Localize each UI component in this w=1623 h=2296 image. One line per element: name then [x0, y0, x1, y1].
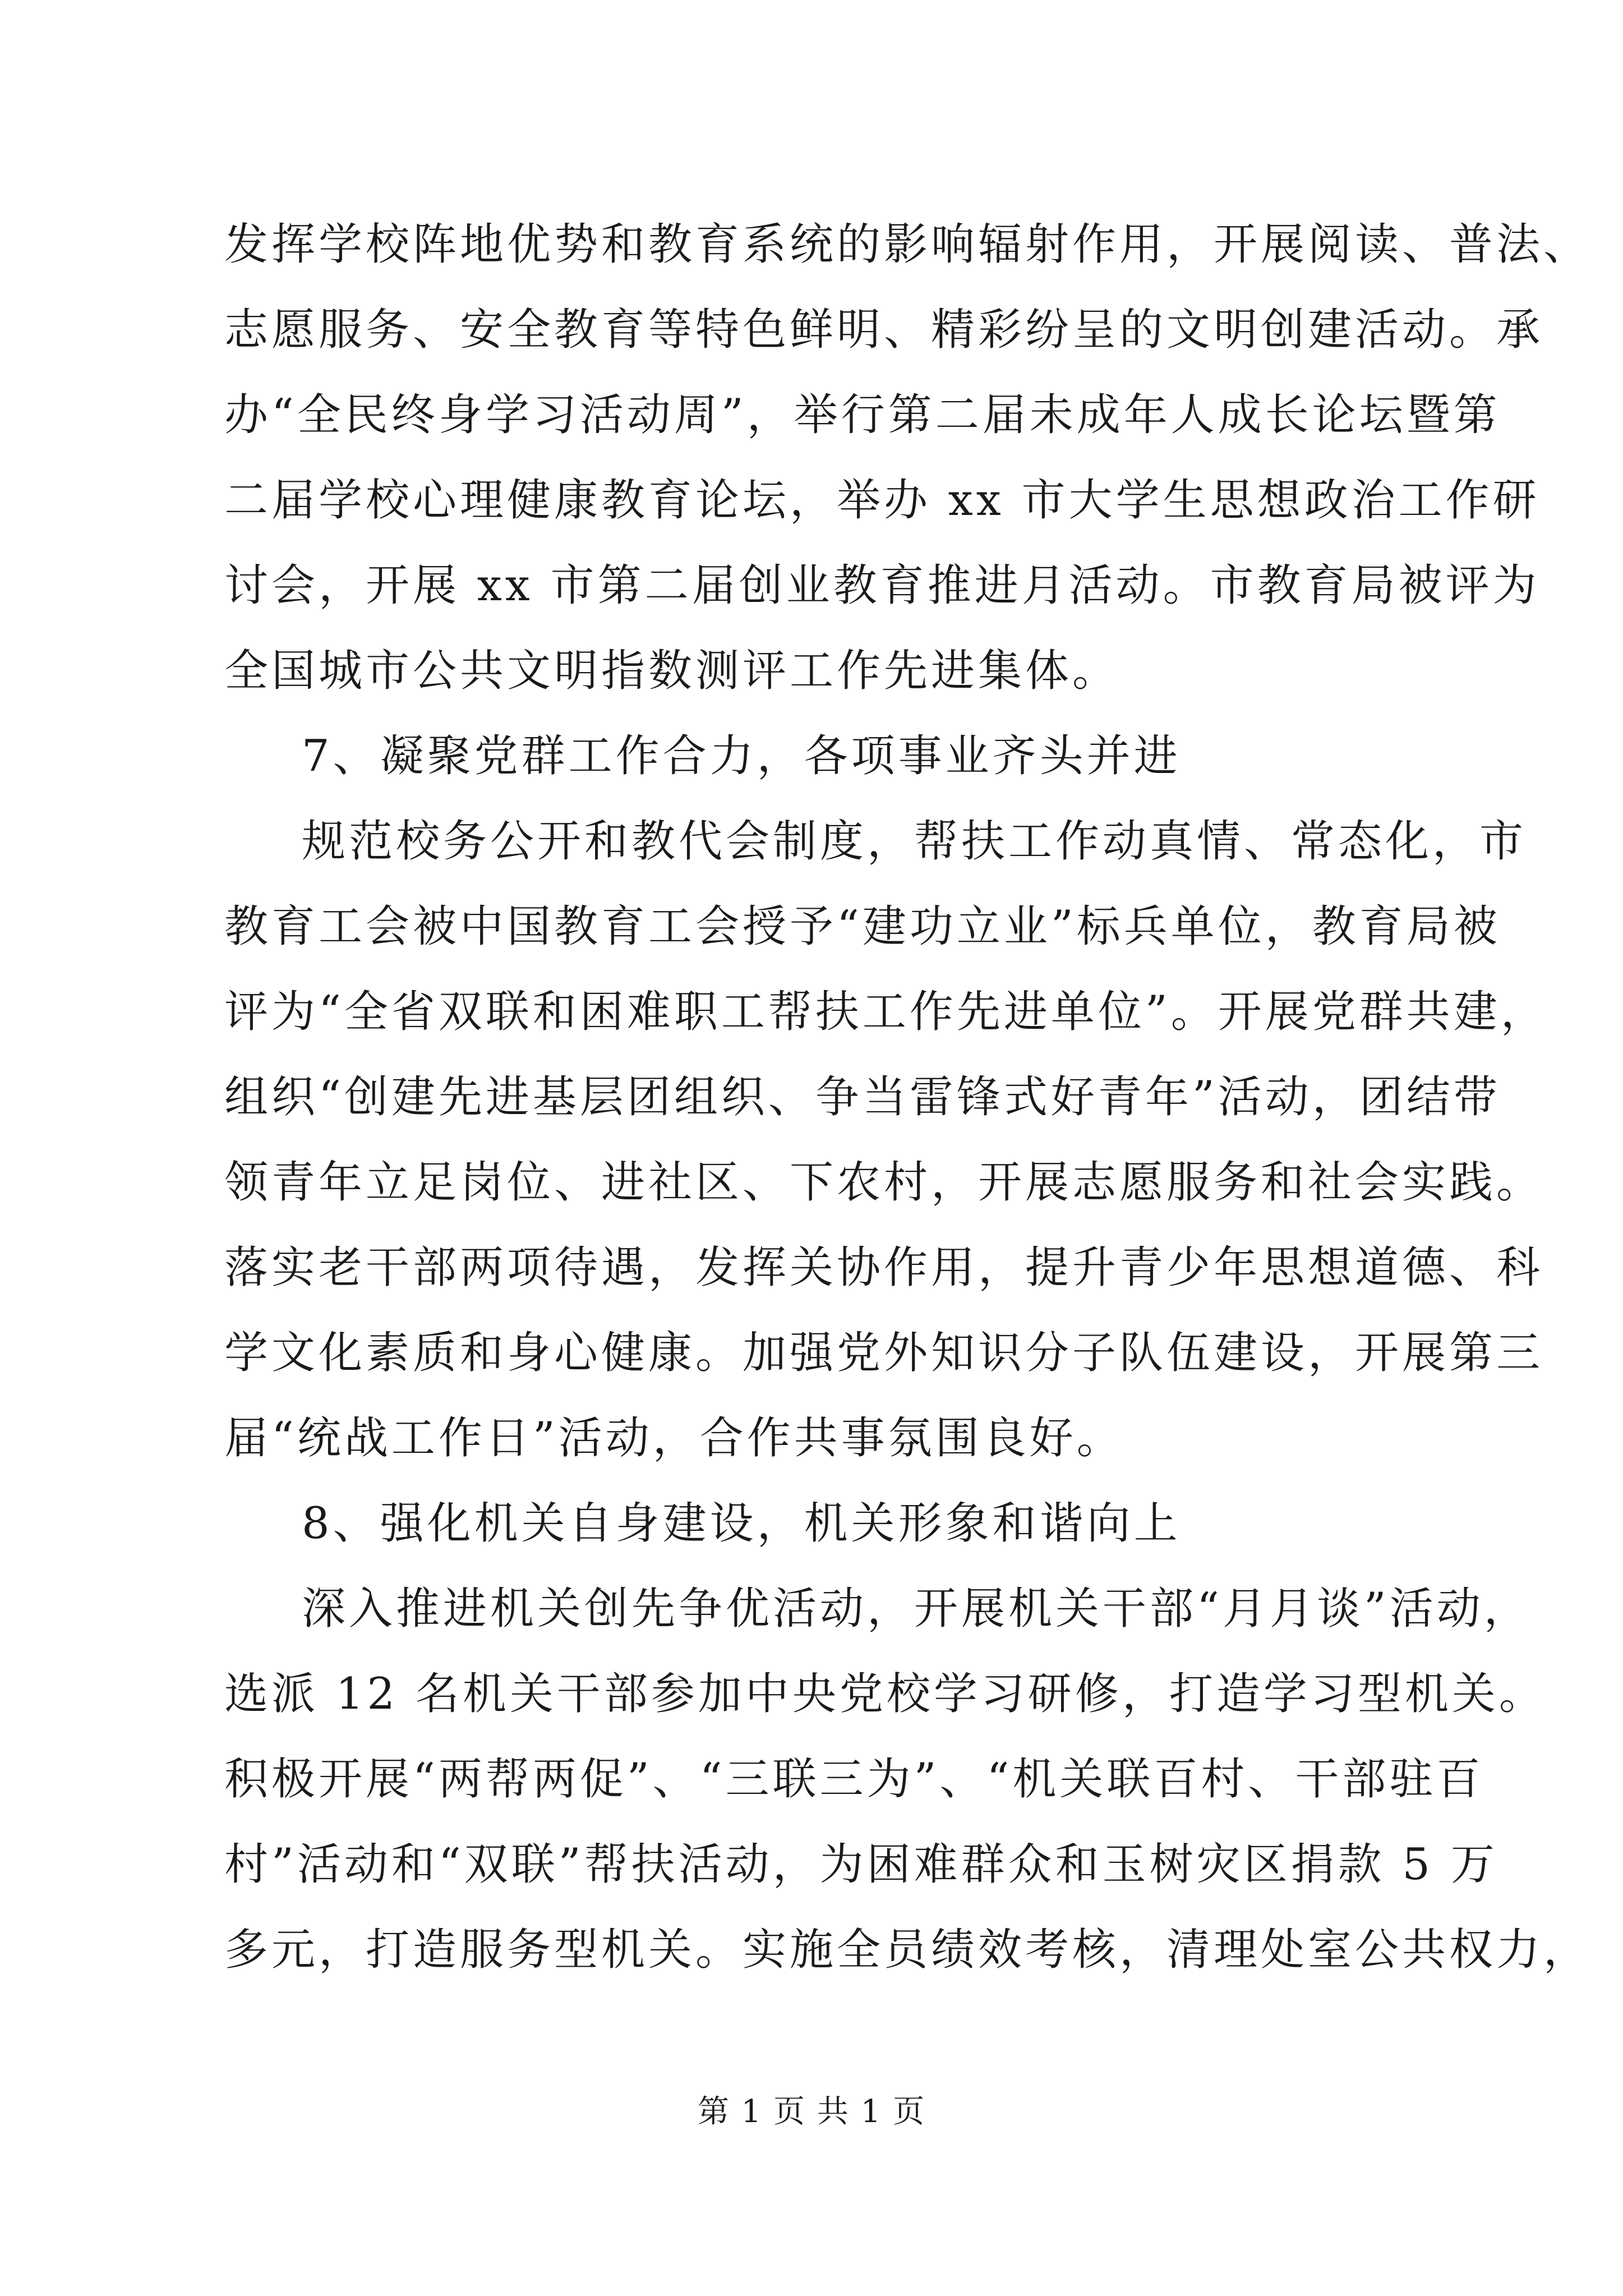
body-text-line: 发挥学校阵地优势和教育系统的影响辐射作用，开展阅读、普法、 [224, 219, 1591, 270]
body-text-line: 组织“创建先进基层团组织、争当雷锋式好青年”活动，团结带 [224, 1072, 1501, 1122]
body-text-line: 学文化素质和身心健康。加强党外知识分子队伍建设，开展第三 [224, 1328, 1544, 1378]
document-body [224, 202, 1591, 1993]
section-heading: 8、强化机关自身建设，机关形象和谐向上 [302, 1498, 1181, 1549]
body-text-line: 全国城市公共文明指数测评工作先进集体。 [224, 646, 1120, 696]
body-text-line: 选派 12 名机关干部参加中央党校学习研修，打造学习型机关。 [224, 1669, 1546, 1719]
body-text-line: 村”活动和“双联”帮扶活动，为困难群众和玉树灾区捐款 5 万 [224, 1839, 1498, 1890]
body-text-line: 志愿服务、安全教育等特色鲜明、精彩纷呈的文明创建活动。承 [224, 305, 1544, 355]
page-number-label: 第 1 页 共 1 页 [697, 2093, 926, 2130]
body-text-line: 深入推进机关创先争优活动，开展机关干部“月月谈”活动， [302, 1584, 1531, 1634]
body-text-line: 规范校务公开和教代会制度，帮扶工作动真情、常态化，市 [302, 816, 1527, 867]
page-footer [0, 2090, 1623, 2134]
section-heading: 7、凝聚党群工作合力，各项事业齐头并进 [302, 731, 1181, 781]
body-text-line: 领青年立足岗位、进社区、下农村，开展志愿服务和社会实践。 [224, 1157, 1544, 1208]
body-text-line: 积极开展“两帮两促”、“三联三为”、“机关联百村、干部驻百 [224, 1754, 1484, 1805]
body-text-line: 落实老干部两项待遇，发挥关协作用，提升青少年思想道德、科 [224, 1243, 1544, 1293]
body-text-line: 讨会，开展 xx 市第二届创业教育推进月活动。市教育局被评为 [224, 560, 1540, 611]
body-text-line: 评为“全省双联和困难职工帮扶工作先进单位”。开展党群共建， [224, 987, 1548, 1037]
body-text-line: 届“统战工作日”活动，合作共事氛围良好。 [224, 1413, 1124, 1464]
body-text-line: 办“全民终身学习活动周”，举行第二届未成年人成长论坛暨第 [224, 390, 1501, 440]
body-text-line: 二届学校心理健康教育论坛，举办 xx 市大学生思想政治工作研 [224, 475, 1540, 526]
body-text-line: 教育工会被中国教育工会授予“建功立业”标兵单位，教育局被 [224, 901, 1501, 952]
body-text-line: 多元，打造服务型机关。实施全员绩效考核，清理处室公共权力， [224, 1925, 1591, 1975]
